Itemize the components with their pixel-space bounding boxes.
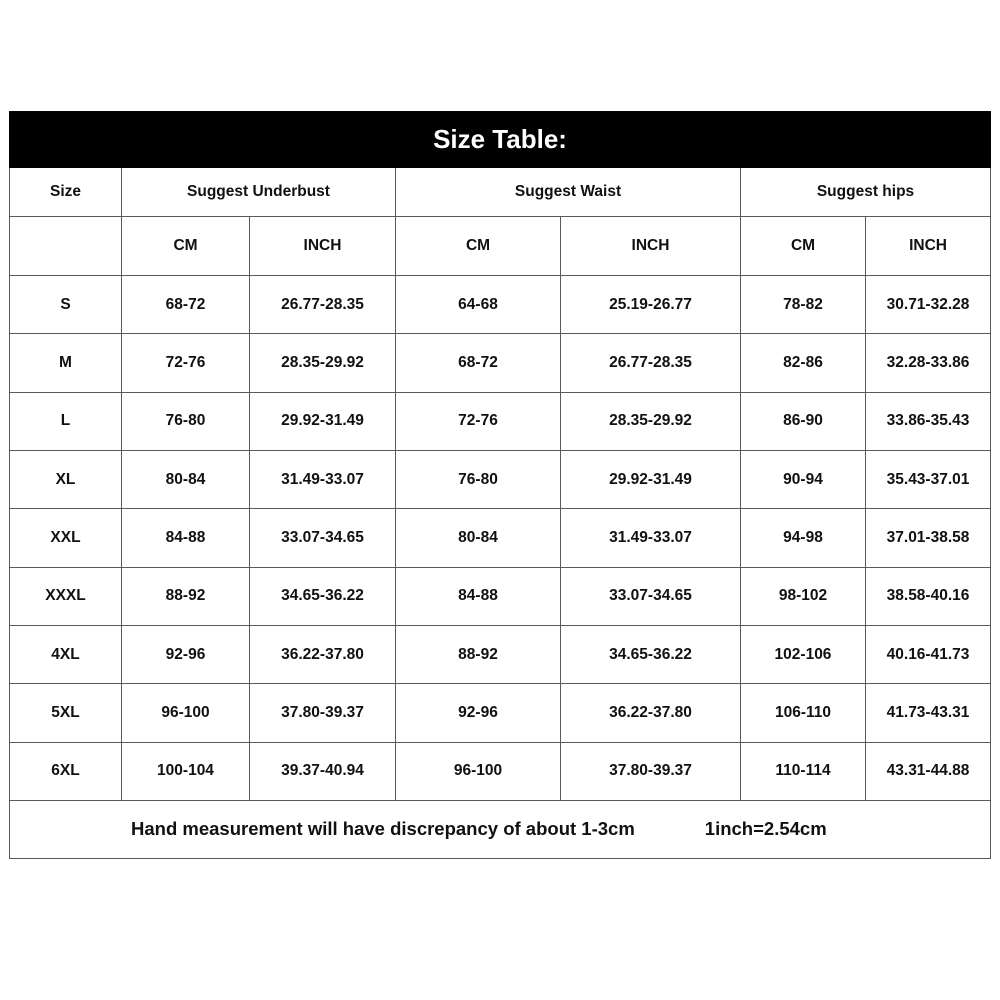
size-label-cell: M (10, 334, 122, 392)
table-title: Size Table: (10, 112, 991, 168)
underbust-inch-cell: 33.07-34.65 (250, 509, 396, 567)
size-label-cell: XL (10, 450, 122, 508)
hips-cm-cell: 106-110 (741, 684, 866, 742)
hips-inch-cell: 32.28-33.86 (866, 334, 991, 392)
footer-row (10, 800, 991, 858)
hips-inch-cell: 38.58-40.16 (866, 567, 991, 625)
waist-inch-cell: 34.65-36.22 (561, 625, 741, 683)
hips-group-header: Suggest hips (741, 168, 991, 217)
waist-group-header: Suggest Waist (396, 168, 741, 217)
hips-cm-cell: 82-86 (741, 334, 866, 392)
underbust-cm-cell: 76-80 (122, 392, 250, 450)
waist-inch-cell: 36.22-37.80 (561, 684, 741, 742)
underbust-inch-cell: 37.80-39.37 (250, 684, 396, 742)
size-column-header: Size (10, 168, 122, 217)
waist-cm-cell: 84-88 (396, 567, 561, 625)
underbust-inch-cell: 36.22-37.80 (250, 625, 396, 683)
size-label-cell: XXXL (10, 567, 122, 625)
hips-inch-cell: 35.43-37.01 (866, 450, 991, 508)
waist-cm-cell: 88-92 (396, 625, 561, 683)
table-row (10, 625, 991, 683)
size-label-cell: 5XL (10, 684, 122, 742)
underbust-inch-cell: 26.77-28.35 (250, 276, 396, 334)
hips-cm-cell: 98-102 (741, 567, 866, 625)
footer-cell (10, 800, 991, 858)
underbust-inch-cell: 34.65-36.22 (250, 567, 396, 625)
waist-cm-cell: 68-72 (396, 334, 561, 392)
size-table (9, 111, 991, 859)
hips-cm-cell: 90-94 (741, 450, 866, 508)
hips-inch-cell: 33.86-35.43 (866, 392, 991, 450)
empty-header-cell (10, 217, 122, 276)
table-row (10, 742, 991, 800)
waist-inch-cell: 37.80-39.37 (561, 742, 741, 800)
underbust-cm-cell: 88-92 (122, 567, 250, 625)
hips-inch-cell: 37.01-38.58 (866, 509, 991, 567)
hips-cm-cell: 110-114 (741, 742, 866, 800)
waist-inch-cell: 33.07-34.65 (561, 567, 741, 625)
waist-cm-cell: 76-80 (396, 450, 561, 508)
waist-cm-cell: 72-76 (396, 392, 561, 450)
discrepancy-note: Hand measurement will have discrepancy of about 1-3cm (131, 818, 635, 840)
waist-cm-cell: 80-84 (396, 509, 561, 567)
waist-cm-cell: 96-100 (396, 742, 561, 800)
underbust-group-header: Suggest Underbust (122, 168, 396, 217)
waist-cm-header: CM (396, 217, 561, 276)
hips-inch-cell: 40.16-41.73 (866, 625, 991, 683)
waist-inch-header: INCH (561, 217, 741, 276)
underbust-cm-cell: 92-96 (122, 625, 250, 683)
hips-cm-cell: 102-106 (741, 625, 866, 683)
underbust-inch-cell: 31.49-33.07 (250, 450, 396, 508)
underbust-cm-cell: 72-76 (122, 334, 250, 392)
waist-cm-cell: 92-96 (396, 684, 561, 742)
underbust-inch-cell: 29.92-31.49 (250, 392, 396, 450)
waist-inch-cell: 25.19-26.77 (561, 276, 741, 334)
waist-cm-cell: 64-68 (396, 276, 561, 334)
hips-cm-header: CM (741, 217, 866, 276)
size-label-cell: L (10, 392, 122, 450)
table-row (10, 392, 991, 450)
waist-inch-cell: 28.35-29.92 (561, 392, 741, 450)
underbust-inch-cell: 39.37-40.94 (250, 742, 396, 800)
table-row (10, 334, 991, 392)
hips-cm-cell: 94-98 (741, 509, 866, 567)
size-label-cell: XXL (10, 509, 122, 567)
table-row (10, 567, 991, 625)
hips-inch-cell: 41.73-43.31 (866, 684, 991, 742)
underbust-cm-cell: 100-104 (122, 742, 250, 800)
underbust-inch-header: INCH (250, 217, 396, 276)
waist-inch-cell: 26.77-28.35 (561, 334, 741, 392)
underbust-cm-cell: 68-72 (122, 276, 250, 334)
table-row (10, 684, 991, 742)
hips-cm-cell: 78-82 (741, 276, 866, 334)
inch-conversion-note: 1inch=2.54cm (704, 818, 827, 840)
underbust-inch-cell: 28.35-29.92 (250, 334, 396, 392)
hips-inch-cell: 30.71-32.28 (866, 276, 991, 334)
hips-inch-cell: 43.31-44.88 (866, 742, 991, 800)
underbust-cm-cell: 80-84 (122, 450, 250, 508)
hips-cm-cell: 86-90 (741, 392, 866, 450)
size-label-cell: S (10, 276, 122, 334)
waist-inch-cell: 29.92-31.49 (561, 450, 741, 508)
title-row (10, 112, 991, 168)
underbust-cm-cell: 84-88 (122, 509, 250, 567)
group-header-row (10, 168, 991, 217)
hips-inch-header: INCH (866, 217, 991, 276)
table-row (10, 450, 991, 508)
table-row (10, 509, 991, 567)
size-label-cell: 4XL (10, 625, 122, 683)
unit-header-row (10, 217, 991, 276)
waist-inch-cell: 31.49-33.07 (561, 509, 741, 567)
underbust-cm-cell: 96-100 (122, 684, 250, 742)
size-label-cell: 6XL (10, 742, 122, 800)
underbust-cm-header: CM (122, 217, 250, 276)
table-row (10, 276, 991, 334)
